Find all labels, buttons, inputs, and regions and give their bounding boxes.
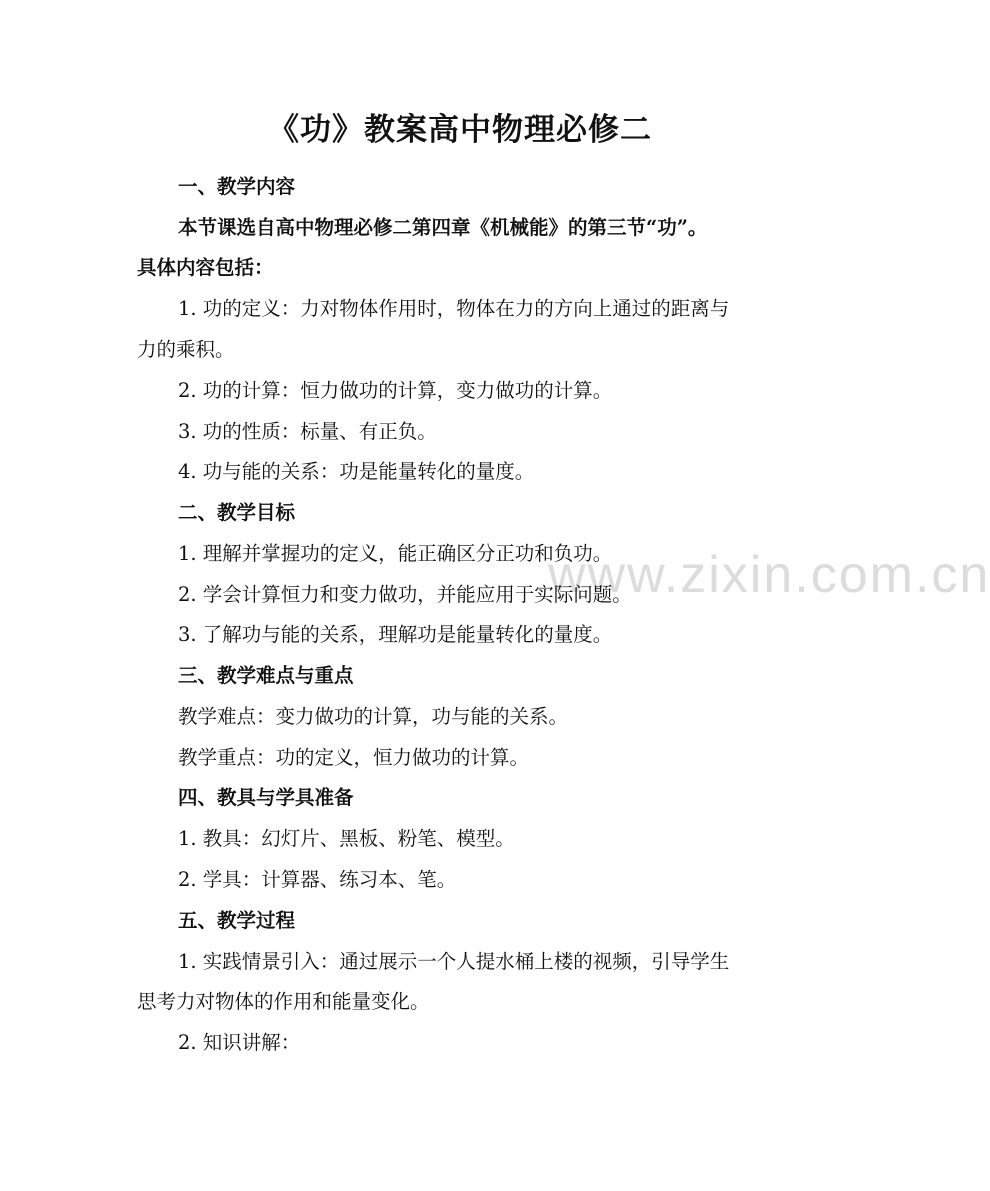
content-item-3: 3. 功的性质：标量、有正负。: [178, 420, 437, 443]
document-title: 《功》教案高中物理必修二: [268, 112, 652, 148]
content-intro-line-1: 本节课选自高中物理必修二第四章《机械能》的第三节“功”。: [178, 216, 708, 239]
content-item-1-line-2: 力的乘积。: [137, 338, 235, 361]
section-heading-content: 一、教学内容: [178, 175, 296, 198]
content-item-4: 4. 功与能的关系：功是能量转化的量度。: [178, 460, 535, 483]
objective-item-1: 1. 理解并掌握功的定义，能正确区分正功和负功。: [178, 542, 613, 565]
process-item-2: 2. 知识讲解：: [178, 1031, 301, 1054]
materials-item-2: 2. 学具：计算器、练习本、笔。: [178, 868, 457, 891]
objective-item-3: 3. 了解功与能的关系，理解功是能量转化的量度。: [178, 623, 613, 646]
key-point-text: 教学重点：功的定义，恒力做功的计算。: [178, 746, 530, 769]
section-heading-difficulties: 三、教学难点与重点: [178, 664, 354, 687]
difficulty-text: 教学难点：变力做功的计算，功与能的关系。: [178, 705, 569, 728]
section-heading-objectives: 二、教学目标: [178, 501, 296, 524]
materials-item-1: 1. 教具：幻灯片、黑板、粉笔、模型。: [178, 827, 515, 850]
process-item-1-line-2: 思考力对物体的作用和能量变化。: [137, 990, 430, 1013]
watermark: www.zixin.com.cn: [548, 546, 990, 604]
section-heading-process: 五、教学过程: [178, 909, 296, 932]
content-intro-line-2: 具体内容包括：: [137, 256, 274, 279]
content-item-1-line-1: 1. 功的定义：力对物体作用时，物体在力的方向上通过的距离与: [178, 297, 730, 320]
section-heading-materials: 四、教具与学具准备: [178, 786, 354, 809]
objective-item-2: 2. 学会计算恒力和变力做功，并能应用于实际问题。: [178, 583, 632, 606]
content-item-2: 2. 功的计算：恒力做功的计算，变力做功的计算。: [178, 379, 613, 402]
process-item-1-line-1: 1. 实践情景引入：通过展示一个人提水桶上楼的视频，引导学生: [178, 950, 730, 973]
